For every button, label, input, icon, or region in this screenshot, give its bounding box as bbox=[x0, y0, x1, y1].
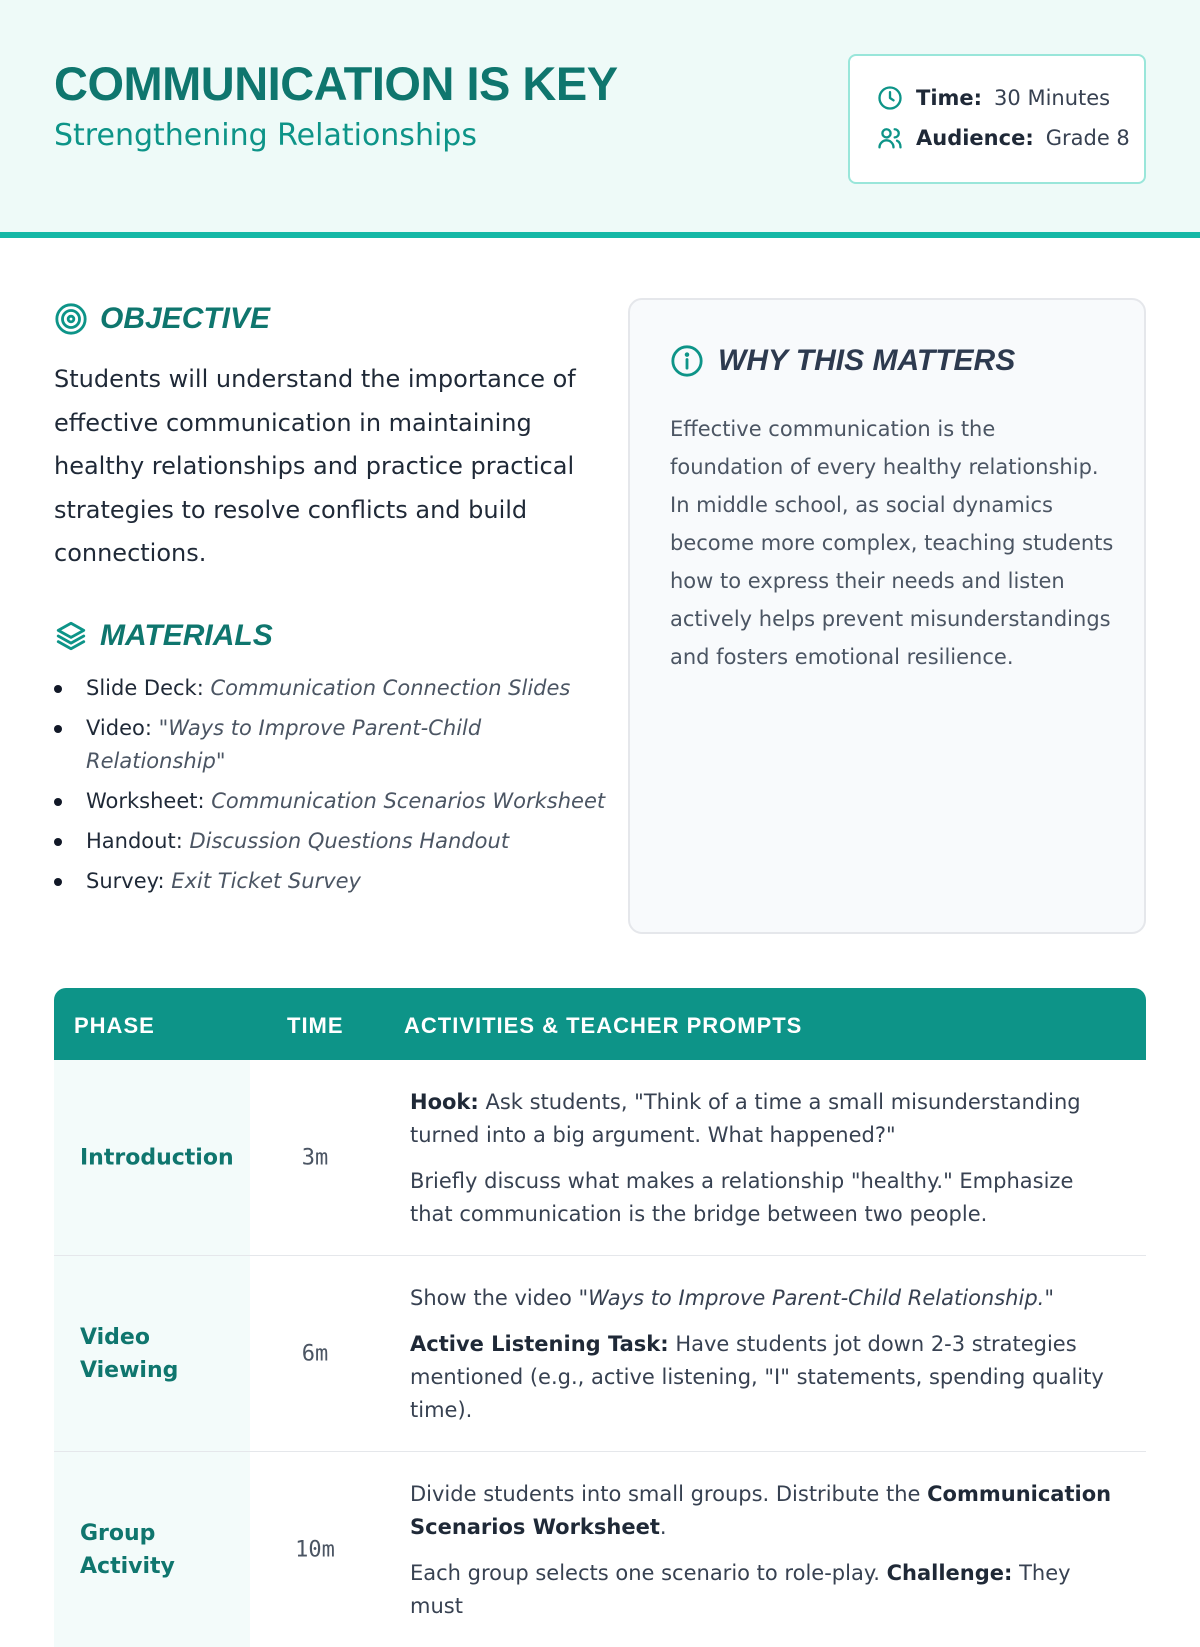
objective-heading bbox=[54, 302, 270, 336]
activities-cell: Divide students into small groups. Distribute the Communication Scenarios Worksheet. Each group selects one scenario to role-play. Challenge: They must bbox=[410, 1482, 1112, 1618]
time-meta bbox=[876, 83, 1110, 113]
phase-label: Introduction bbox=[80, 1145, 234, 1170]
info-icon bbox=[670, 344, 704, 378]
time-value: 30 Minutes bbox=[994, 86, 1111, 110]
audience-value: Grade 8 bbox=[1045, 126, 1130, 150]
materials-heading bbox=[54, 619, 273, 653]
phase-cell bbox=[54, 1256, 250, 1451]
table-row bbox=[54, 1060, 1146, 1256]
phase-cell bbox=[54, 1452, 250, 1647]
table-header bbox=[54, 988, 1146, 1060]
table-row bbox=[54, 1452, 1146, 1647]
list-item: Slide Deck: Communication Connection Slides bbox=[54, 672, 614, 705]
time-label: 10m bbox=[295, 1537, 335, 1562]
col-phase: PHASE bbox=[74, 1013, 155, 1038]
why-heading bbox=[670, 344, 1015, 378]
table-row bbox=[54, 1256, 1146, 1452]
col-time: TIME bbox=[287, 1013, 344, 1038]
why-text: Effective communication is the foundation of every healthy relationship. In middle school, as social dynamics become more complex, teaching students how to express their needs and listen actively helps prevent misunderstandings and fosters emotional resilience. bbox=[670, 417, 1114, 669]
materials-heading-text: MATERIALS bbox=[100, 619, 273, 652]
target-icon bbox=[54, 302, 88, 336]
page-title: COMMUNICATION IS KEY bbox=[54, 57, 618, 110]
why-this-matters-card bbox=[628, 298, 1146, 934]
phase-label: Group Activity bbox=[80, 1520, 175, 1579]
activities-cell: Hook: Ask students, "Think of a time a small misunderstanding turned into a big argument. What happened?" Briefly discuss what makes a relationship "healthy." Emphasize that communication is the bridge between two people. bbox=[410, 1090, 1081, 1226]
page-subtitle: Strengthening Relationships bbox=[54, 118, 477, 153]
objective-heading-text: OBJECTIVE bbox=[100, 302, 271, 335]
list-item: Handout: Discussion Questions Handout bbox=[54, 825, 614, 858]
list-item: Survey: Exit Ticket Survey bbox=[54, 865, 614, 898]
users-icon bbox=[876, 124, 904, 152]
phase-label: Video Viewing bbox=[80, 1324, 179, 1383]
audience-label: Audience: bbox=[916, 126, 1034, 150]
phase-cell bbox=[54, 1060, 250, 1255]
layers-icon bbox=[54, 619, 88, 653]
why-heading-text: WHY THIS MATTERS bbox=[718, 344, 1016, 377]
materials-list bbox=[54, 672, 614, 905]
time-label: 6m bbox=[301, 1341, 329, 1366]
list-item: Worksheet: Communication Scenarios Worksheet bbox=[54, 785, 614, 818]
time-label: 3m bbox=[301, 1145, 329, 1170]
audience-meta bbox=[876, 123, 1130, 153]
lesson-plan-table bbox=[54, 988, 1146, 1647]
header bbox=[0, 0, 1200, 238]
time-label: Time: bbox=[916, 86, 983, 110]
list-item: Video: "Ways to Improve Parent-Child Relationship" bbox=[54, 712, 614, 778]
objective-text: Students will understand the importance of effective communication in maintaining healthy relationships and practice practical strategies to resolve conflicts and build connections. bbox=[54, 365, 576, 567]
col-activities: ACTIVITIES & TEACHER PROMPTS bbox=[404, 1013, 803, 1038]
activities-cell: Show the video "Ways to Improve Parent-Child Relationship." Active Listening Task: Have students jot down 2-3 strategies mentioned (e.g., active listening, "I" statements, spending quality time). bbox=[410, 1286, 1104, 1422]
lesson-meta-card bbox=[848, 54, 1146, 184]
clock-icon bbox=[876, 84, 904, 112]
